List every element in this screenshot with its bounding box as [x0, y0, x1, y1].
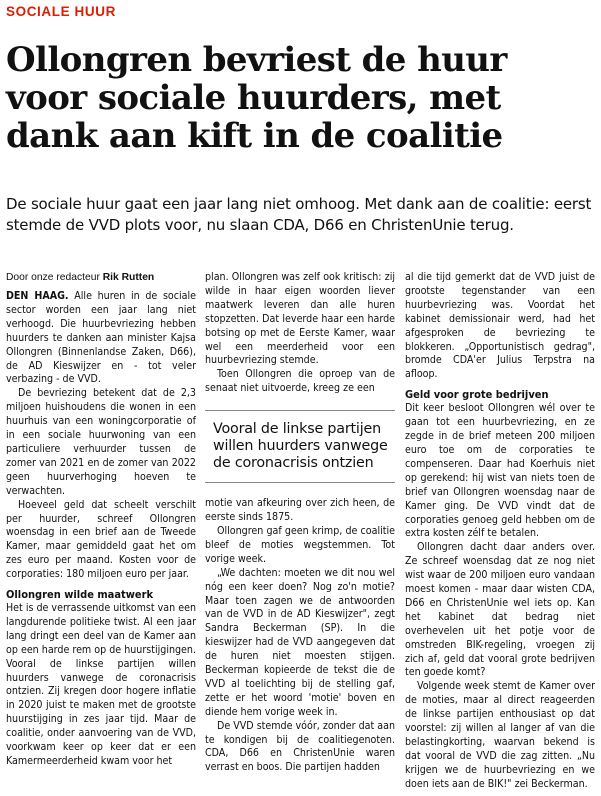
column-3	[405, 271, 595, 792]
paragraph: plan. Ollongren was zelf ook kritisch: zij wilde in haar eigen woorden liever maatwerk leveren dan alle huren stopzetten. Dat leverde haar een harde botsing op met de Eerste Kamer, waar wel een meerderheid voor een huurbevriezing stemde.	[205, 271, 395, 367]
article-intro: De sociale huur gaat een jaar lang niet omhoog. Met dank aan de coalitie: eerst stemde de VVD plots voor, nu slaan CDA, D66 en ChristenUnie terug.	[6, 195, 592, 234]
subheading: Ollongren wilde maatwerk	[6, 588, 154, 602]
byline-prefix: Door onze redacteur	[6, 272, 103, 283]
dateline: DEN HAAG.	[6, 290, 69, 302]
column-1	[6, 290, 196, 769]
paragraph: al die tijd gemerkt dat de VVD juist de grootste tegenstander van een huurbevriezing was. Voordat het kabinet demissionair werd, had het afgesproken de bevriezing te blokkeren. „Opportunistisch gedrag", bromde CDA'er Julius Terpstra na afloop.	[405, 271, 595, 381]
paragraph	[6, 290, 196, 387]
paragraph: Volgende week stemt de Kamer over de moties, maar al direct reageerden de linkse partijen enthousiast op dat voorstel: zij willen al langer af van die belastingkorting, waarvan bekend is dat vooral de VVD die zag zitten. „Nu krijgen we de huurbevriezing en we doen iets aan de BIK!" zei Beckerman.	[405, 680, 595, 790]
byline-author: Rik Rutten	[102, 272, 155, 283]
paragraph: „We dachten: moeten we dit nou wel nóg een keer doen? Nog zo'n motie? Maar toen zagen we de antwoorden van de VVD in de AD Kieswijzer", zegt Sandra Beckerman (SP). In die kieswijzer had de VVD aangegeven dat de huren niet moesten stijgen. Beckerman kopieerde de tekst die de VVD al toelichting bij de stelling gaf, zette er het woord 'motie' boven en diende hem vorige week in.	[205, 566, 395, 718]
article-headline: Ollongren bevriest de huur voor sociale huurders, met dank aan kift in de coalitie	[6, 40, 507, 156]
paragraph-text: Alle huren in de sociale sector worden een jaar lang niet verhoogd. Die huurbevriezing hebben huurders te danken aan minister Kajsa Ollongren (Binnenlandse Zaken, D66), de AD Kieswijzer en - tot veler verbazing - de VVD.	[6, 290, 197, 386]
paragraph: Toen Ollongren die oproep van de senaat niet uitvoerde, kreeg ze een	[205, 368, 395, 395]
paragraph: De bevriezing betekent dat de 2,3 miljoen huishoudens die wonen in een huurhuis van een woningcorporatie of in een sociale huurwoning van een particuliere verhuurder tussen de zomer van 2021 en de zomer van 2022 geen huurverhoging hoeven te verwachten.	[6, 387, 196, 497]
subheading: Geld voor grote bedrijven	[405, 388, 549, 402]
byline	[6, 271, 206, 285]
column-2	[205, 271, 395, 775]
paragraph: Ollongren dacht daar anders over. Ze schreef woensdag dat ze nog niet wist waar de 200 miljoen euro vandaan moest komen - maar daar wisten CDA, D66 en ChristenUnie wel iets op. Kan het kabinet dat bedrag niet overhevelen uit het potje voor de omstreden BIK-regeling, vroegen zij zich af, geld dat vooral grote bedrijven ten goede komt?	[405, 541, 595, 679]
section-kicker: SOCIALE HUUR	[6, 4, 116, 19]
paragraph: De VVD stemde vóór, zonder dat aan te kondigen bij de coalitiegenoten. CDA, D66 en ChristenUnie waren verrast en boos. Die partijen hadden	[205, 719, 395, 774]
paragraph: Het is de verrassende uitkomst van een langdurende politieke twist. Al een jaar lang dringt een deel van de Kamer aan op een harde rem op de huurstijgingen. Vooral de linkse partijen willen huurders vanwege de coronacrisis ontzien. Zij kregen door hogere inflatie in 2020 juist te maken met de grootste huurstijging in zes jaar tijd. Maar de coalitie, onder aanvoering van de VVD, voorkwam keer op keer dat er een Kamermeerderheid kwam voor het	[6, 602, 196, 767]
pull-quote: Vooral de linkse partijen willen huurders vanwege de coronacrisis ontzien	[205, 410, 395, 483]
paragraph: Ollongren gaf geen krimp, de coalitie bleef de moties wegstemmen. Tot vorige week.	[205, 524, 395, 565]
paragraph: Hoeveel geld dat scheelt verschilt per huurder, schreef Ollongren woensdag in een brief aan de Tweede Kamer, maar gemiddeld gaat het om zes euro per maand. Kosten voor de corporaties: 180 miljoen euro per jaar.	[6, 498, 196, 581]
paragraph: Dit keer besloot Ollongren wél over te gaan tot een huurbevriezing, en ze zegde in de brief meteen 200 miljoen euro toe om de corporaties te compenseren. Daar had Koerhuis niet op gerekend: hij wist van niets toen de brief van Ollongren woensdag naar de Kamer ging. De VVD vindt dat de corporaties genoeg geld hebben om de extra kosten zélf te betalen.	[405, 402, 595, 540]
paragraph: motie van afkeuring over zich heen, de eerste sinds 1875.	[205, 497, 395, 524]
